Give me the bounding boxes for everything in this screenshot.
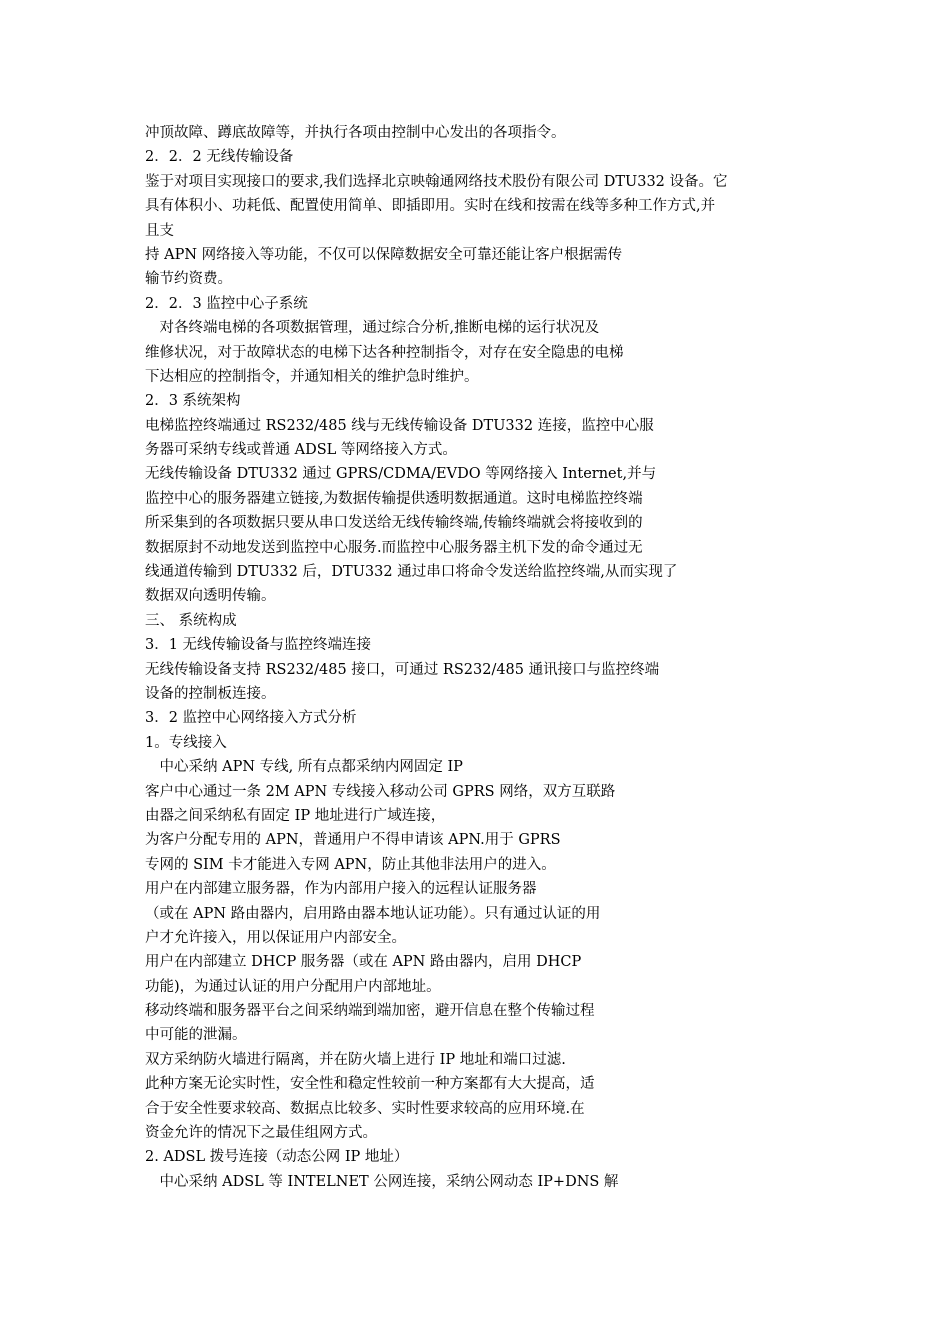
text-line: 双方采纳防火墙进行隔离，并在防火墙上进行 IP 地址和端口过滤. [145, 1051, 566, 1068]
document-body [0, 121, 950, 1194]
text-line: 中心采纳 APN 专线, 所有点都采纳内网固定 IP [145, 759, 463, 776]
text-line: 户才允许接入，用以保证用户内部安全。 [145, 929, 406, 946]
text-line: 无线传输设备 DTU332 通过 GPRS/CDMA/EVDO 等网络接入 Internet,并与 [145, 466, 657, 483]
text-line: 移动终端和服务器平台之间采纳端到端加密，避开信息在整个传输过程 [145, 1003, 595, 1020]
text-line: 数据原封不动地发送到监控中心服务.而监控中心服务器主机下发的命令通过无 [145, 539, 643, 556]
text-line: 线通道传输到 DTU332 后，DTU332 通过串口将命令发送给监控终端,从而实现了 [145, 564, 678, 581]
text-line: 所采集到的各项数据只要从串口发送给无线传输终端,传输终端就会将接收到的 [145, 515, 643, 532]
text-line: 合于安全性要求较高、数据点比较多、实时性要求较高的应用环境.在 [145, 1100, 585, 1117]
text-line: 对各终端电梯的各项数据管理，通过综合分析,推断电梯的运行状况及 [145, 320, 600, 337]
text-line: 鉴于对项目实现接口的要求,我们选择北京映翰通网络技术股份有限公司 DTU332 设备。它 [145, 173, 728, 190]
text-line: 且支 [145, 222, 174, 239]
text-line: 2．2．2 无线传输设备 [145, 149, 294, 166]
text-line: 监控中心的服务器建立链接,为数据传输提供透明数据通道。这时电梯监控终端 [145, 490, 643, 507]
text-line: 由器之间采纳私有固定 IP 地址进行广域连接， [145, 807, 446, 824]
text-line: 3．2 监控中心网络接入方式分析 [145, 710, 357, 727]
text-line: 冲顶故障、蹲底故障等，并执行各项由控制中心发出的各项指令。 [145, 125, 566, 141]
text-line: 维修状况，对于故障状态的电梯下达各种控制指令，对存在安全隐患的电梯 [145, 344, 624, 361]
text-line: 数据双向透明传输。 [145, 588, 276, 605]
text-line: 3．1 无线传输设备与监控终端连接 [145, 637, 372, 654]
text-line: （或在 APN 路由器内，启用路由器本地认证功能）。只有通过认证的用 [145, 905, 601, 922]
text-line: 输节约资费。 [145, 271, 232, 288]
text-line: 资金允许的情况下之最佳组网方式。 [145, 1125, 377, 1142]
text-line: 用户在内部建立服务器，作为内部用户接入的远程认证服务器 [145, 881, 537, 898]
text-line: 务器可采纳专线或普通 ADSL 等网络接入方式。 [145, 442, 457, 459]
text-line: 中可能的泄漏。 [145, 1027, 247, 1044]
text-line: 设备的控制板连接。 [145, 685, 276, 702]
text-line: 电梯监控终端通过 RS232/485 线与无线传输设备 DTU332 连接，监控中心服 [145, 417, 654, 434]
text-line: 下达相应的控制指令，并通知相关的维护急时维护。 [145, 368, 479, 385]
text-line: 功能)，为通过认证的用户分配用户内部地址。 [145, 978, 441, 995]
text-line: 1。专线接入 [145, 734, 227, 751]
text-line: 专网的 SIM 卡才能进入专网 APN，防止其他非法用户的进入。 [145, 856, 556, 873]
text-line: 无线传输设备支持 RS232/485 接口，可通过 RS232/485 通讯接口与监控终端 [145, 661, 660, 678]
text-line: 用户在内部建立 DHCP 服务器（或在 APN 路由器内，启用 DHCP [145, 954, 582, 971]
text-line: 持 APN 网络接入等功能，不仅可以保障数据安全可靠还能让客户根据需传 [145, 246, 623, 263]
text-line: 此种方案无论实时性，安全性和稳定性较前一种方案都有大大提高，适 [145, 1076, 595, 1093]
text-line: 具有体积小、功耗低、配置使用简单、即插即用。实时在线和按需在线等多种工作方式,并 [145, 198, 716, 215]
text-line: 三、 系统构成 [145, 612, 237, 629]
text-line: 2．3 系统架构 [145, 393, 241, 410]
text-line: 客户中心通过一条 2M APN 专线接入移动公司 GPRS 网络，双方互联路 [145, 783, 616, 800]
text-line: 2．2．3 监控中心子系统 [145, 295, 308, 312]
text-line: 2. ADSL 拨号连接（动态公网 IP 地址） [145, 1149, 409, 1166]
text-line: 中心采纳 ADSL 等 INTELNET 公网连接，采纳公网动态 IP+DNS 解 [145, 1173, 619, 1190]
text-line: 为客户分配专用的 APN，普通用户不得申请该 APN.用于 GPRS [145, 832, 561, 849]
